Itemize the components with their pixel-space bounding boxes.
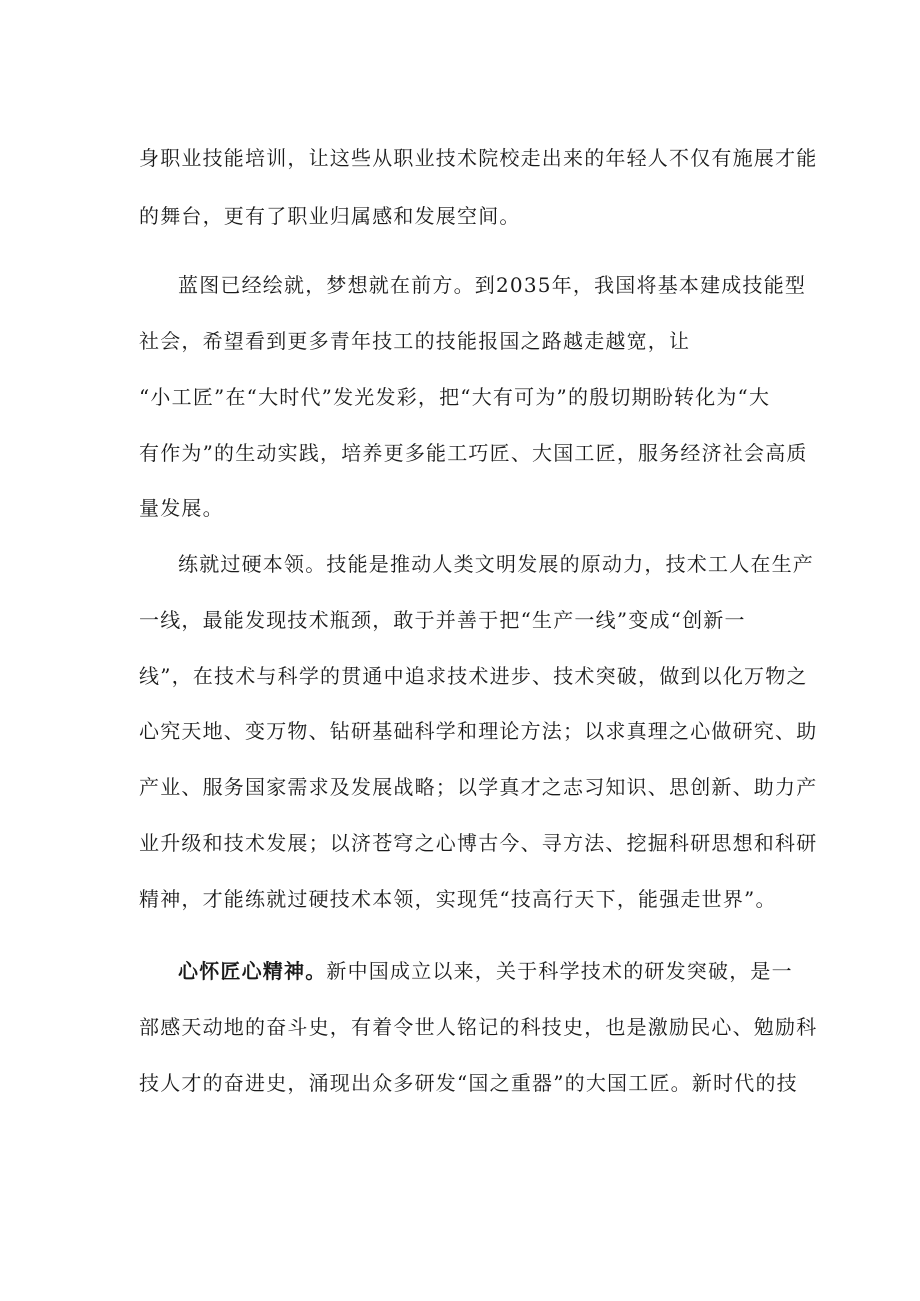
- paragraph-2-line-3: “小工匠”在“大时代”发光发彩，把“大有可为”的殷切期盼转化为“大: [139, 385, 771, 409]
- paragraph-3-line-5: 产业、服务国家需求及发展战略；以学真才之志习知识、思创新、助力产: [139, 775, 818, 799]
- paragraph-3-line-3: 线”，在技术与科学的贯通中追求技术进步、技术突破，做到以化万物之: [139, 664, 808, 688]
- paragraph-4-line-1: [178, 958, 818, 984]
- paragraph-4-line-2: 部感天动地的奋斗史，有着令世人铭记的科技史，也是激励民心、勉励科: [139, 1015, 818, 1039]
- paragraph-1-line-2: 的舞台，更有了职业归属感和发展空间。: [139, 204, 521, 228]
- paragraph-2-line-5: 量发展。: [139, 496, 224, 520]
- paragraph-3-line-4: 心究天地、变万物、钻研基础科学和理论方法；以求真理之心做研究、助: [139, 719, 818, 743]
- paragraph-4-line-1-text: 新中国成立以来，关于科学技术的研发突破，是一: [326, 959, 793, 983]
- paragraph-3-line-6: 业升级和技术发展；以济苍穹之心博古今、寻方法、挖掘科研思想和科研: [139, 831, 818, 855]
- paragraph-4-line-3: 技人才的奋进史，涌现出众多研发“国之重器”的大国工匠。新时代的技: [139, 1071, 798, 1095]
- paragraph-2-line-4: 有作为”的生动实践，培养更多能工巧匠、大国工匠，服务经济社会高质: [139, 441, 808, 465]
- paragraph-3-line-1: 练就过硬本领。技能是推动人类文明发展的原动力，技术工人在生产: [178, 552, 814, 576]
- paragraph-3-line-7: 精神，才能练就过硬技术本领，实现凭“技高行天下，能强走世界”。: [139, 887, 777, 911]
- paragraph-4-heading: 心怀匠心精神。: [178, 959, 327, 983]
- paragraph-3-line-2: 一线，最能发现技术瓶颈，敢于并善于把“生产一线”变成“创新一: [139, 608, 746, 632]
- paragraph-2-line-1: 蓝图已经绘就，梦想就在前方。到2035年，我国将基本建成技能型: [178, 273, 807, 297]
- paragraph-1-line-1: 身职业技能培训，让这些从职业技术院校走出来的年轻人不仅有施展才能: [139, 146, 818, 170]
- paragraph-2-line-2: 社会，希望看到更多青年技工的技能报国之路越走越宽，让: [139, 329, 691, 353]
